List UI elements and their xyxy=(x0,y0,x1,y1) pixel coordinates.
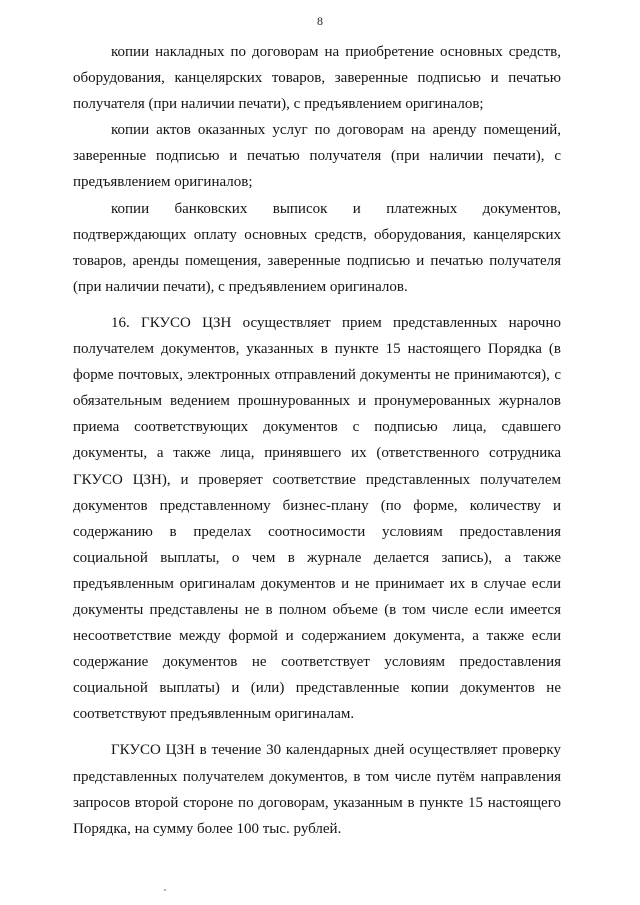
paragraph-bank-statement-copies: копии банковских выписок и платежных документов, подтверждающих оплату основных средств, оборудования, канцелярских товаров, аренды помещения, заверенные подписью и печатью получателя (при наличии печати), с предъявлением оригиналов. xyxy=(73,200,561,295)
paragraph-verification: ГКУСО ЦЗН в течение 30 календарных дней осуществляет проверку представленных получателем документов, в том числе путём направления запросов второй стороне по договорам, указанным в пункте 15 настоящего Порядка, на сумму более 100 тыс. рублей. xyxy=(73,742,561,837)
paragraph-invoice-copies: копии накладных по договорам на приобретение основных средств, оборудования, канцелярских товаров, заверенные подписью и печатью получателя (при наличии печати), с предъявлением оригиналов; xyxy=(73,44,561,113)
page-number: 8 xyxy=(317,14,323,28)
paragraph-service-act-copies: копии актов оказанных услуг по договорам на аренду помещений, заверенные подписью и печатью получателя (при наличии печати), с предъявлением оригиналов; xyxy=(73,122,561,191)
document-body xyxy=(73,39,561,842)
scan-speck xyxy=(164,889,166,891)
paragraph-clause-16: 16. ГКУСО ЦЗН осуществляет прием представленных нарочно получателем документов, указанных в пункте 15 настоящего Порядка (в форме почтовых, электронных отправлений документы не принимаются), с обязательным ведением прошнурованных и пронумерованных журналов приема соответствующих документов с подписью лица, сдавшего документы, а также лица, принявшего их (ответственного сотрудника ГКУСО ЦЗН), и проверяет соответствие представленных получателем документов представленному бизнес-плану (по форме, количеству и содержанию в пределах соотносимости условиям предоставления социальной выплаты, о чем в журнале делается запись), а также предъявленным оригиналам документов и не принимает их в случае если документы представлены не в полном объеме (в том числе если имеется несоответствие между формой и содержанием документа, а также если содержание документов не соответствует условиям предоставления социальной выплаты) и (или) представленные копии документов не соответствуют предъявленным оригиналам. xyxy=(73,314,561,723)
